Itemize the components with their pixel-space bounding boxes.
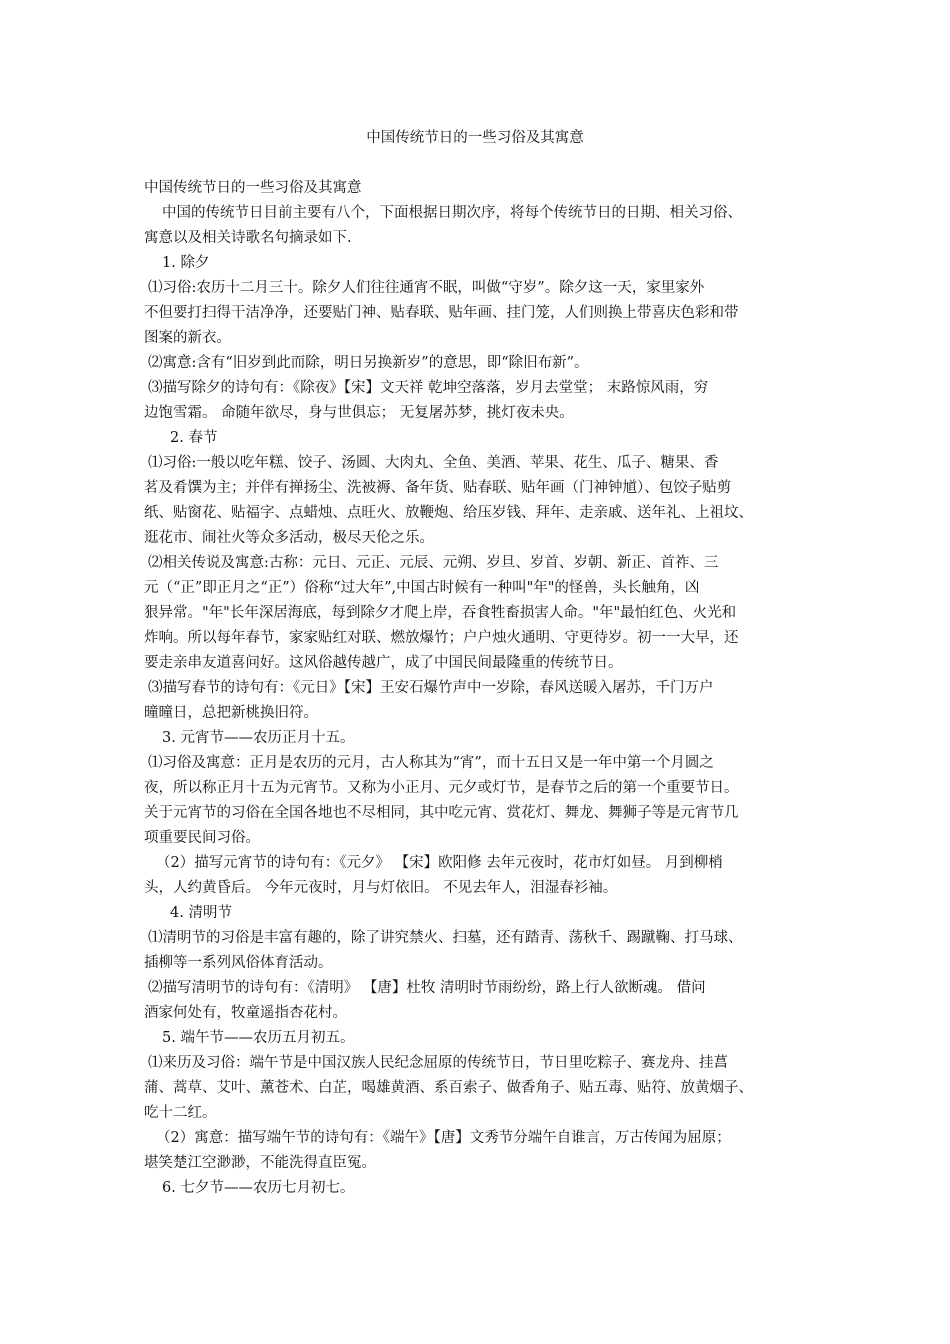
text-line: 图案的新衣。 bbox=[144, 330, 231, 346]
text-line: ⑴习俗及寓意：正月是农历的元月，古人称其为“宵”，而十五日又是一年中第一个月圆之 bbox=[148, 755, 714, 771]
text-line: 边饱雪霜。 命随年欲尽，身与世俱忘； 无复屠苏梦，挑灯夜未央。 bbox=[144, 405, 574, 421]
text-line: 2. 春节 bbox=[170, 430, 218, 446]
text-line: 茗及肴馔为主；并伴有掸扬尘、洗被褥、备年货、贴春联、贴年画（门神钟馗）、包饺子贴剪 bbox=[144, 480, 732, 496]
text-line: 狠异常。"年"长年深居海底，每到除夕才爬上岸，吞食牲畜损害人命。"年"最怕红色、火光和 bbox=[144, 605, 737, 621]
text-line: ⑴清明节的习俗是丰富有趣的，除了讲究禁火、扫墓，还有踏青、荡秋千、踢蹴鞠、打马球、 bbox=[148, 930, 743, 946]
document-title: 中国传统节日的一些习俗及其寓意 bbox=[366, 130, 584, 146]
text-line: ⑴来历及习俗：端午节是中国汉族人民纪念屈原的传统节日，节日里吃粽子、赛龙舟、挂菖 bbox=[148, 1055, 728, 1071]
text-line: 酒家何处有，牧童遥指杏花村。 bbox=[144, 1005, 347, 1021]
text-line: ⑶描写春节的诗句有：《元日》【宋】王安石爆竹声中一岁除，春风送暖入屠苏，千门万户 bbox=[148, 680, 714, 696]
text-line: 1. 除夕 bbox=[162, 255, 210, 271]
text-line: ⑴习俗:农历十二月三十。除夕人们往往通宵不眠，叫做“守岁”。除夕这一天，家里家外 bbox=[148, 280, 705, 296]
document-body bbox=[144, 176, 816, 1201]
text-line: 不但要打扫得干洁净净，还要贴门神、贴春联、贴年画、挂门笼，人们则换上带喜庆色彩和带 bbox=[144, 305, 739, 321]
text-line: 元（“正”即正月之“正”）俗称“过大年”,中国古时候有一种叫"年"的怪兽，头长触角，凶 bbox=[144, 580, 700, 596]
text-line: 中国传统节日的一些习俗及其寓意 bbox=[144, 180, 362, 196]
text-line: 5. 端午节——农历五月初五。 bbox=[162, 1030, 355, 1046]
text-line: 6. 七夕节——农历七月初七。 bbox=[162, 1180, 355, 1196]
text-line: （2）寓意：描写端午节的诗句有：《端午》【唐】文秀节分端午自谁言，万古传闻为屈原； bbox=[156, 1130, 731, 1146]
text-line: ⑵描写清明节的诗句有：《清明》 【唐】杜牧 清明时节雨纷纷，路上行人欲断魂。 借问 bbox=[148, 980, 706, 996]
text-line: 夜，所以称正月十五为元宵节。又称为小正月、元夕或灯节，是春节之后的第一个重要节日。 bbox=[144, 780, 739, 796]
text-line: 插柳等一系列风俗体育活动。 bbox=[144, 955, 333, 971]
text-line: 纸、贴窗花、贴福字、点蜡烛、点旺火、放鞭炮、给压岁钱、拜年、走亲戚、送年礼、上祖坟、 bbox=[144, 505, 753, 521]
text-line: 关于元宵节的习俗在全国各地也不尽相同，其中吃元宵、赏花灯、舞龙、舞狮子等是元宵节几 bbox=[144, 805, 739, 821]
text-line: 项重要民间习俗。 bbox=[144, 830, 260, 846]
text-line: ⑴习俗:一般以吃年糕、饺子、汤圆、大肉丸、全鱼、美酒、苹果、花生、瓜子、糖果、香 bbox=[148, 455, 719, 471]
text-line: 要走亲串友道喜问好。这风俗越传越广，成了中国民间最隆重的传统节日。 bbox=[144, 655, 623, 671]
text-line: 曈曈日，总把新桃换旧符。 bbox=[144, 705, 318, 721]
text-line: 蒲、蒿草、艾叶、薰苍术、白芷，喝雄黄酒、系百索子、做香角子、贴五毒、贴符、放黄烟子、 bbox=[144, 1080, 753, 1096]
text-line: ⑵相关传说及寓意:古称：元日、元正、元辰、元朔、岁旦、岁首、岁朝、新正、首祚、三 bbox=[148, 555, 719, 571]
text-line: 炸响。所以每年春节，家家贴红对联、燃放爆竹；户户烛火通明、守更待岁。初一一大早，还 bbox=[144, 630, 739, 646]
text-line: 逛花市、闹社火等众多活动，极尽天伦之乐。 bbox=[144, 530, 434, 546]
text-line: 吃十二红。 bbox=[144, 1105, 217, 1121]
text-line: ⑶描写除夕的诗句有：《除夜》【宋】文天祥 乾坤空落落，岁月去堂堂； 末路惊风雨，穷 bbox=[148, 380, 709, 396]
text-line: 4. 清明节 bbox=[170, 905, 232, 921]
text-line: 中国的传统节日目前主要有八个，下面根据日期次序，将每个传统节日的日期、相关习俗、 bbox=[162, 205, 742, 221]
text-line: （2）描写元宵节的诗句有：《元夕》 【宋】欧阳修 去年元夜时，花市灯如昼。 月到柳梢 bbox=[156, 855, 723, 871]
text-line: 3. 元宵节——农历正月十五。 bbox=[162, 730, 355, 746]
text-line: 头，人约黄昏后。 今年元夜时，月与灯依旧。 不见去年人，泪湿春衫袖。 bbox=[144, 880, 618, 896]
text-line: ⑵寓意:含有“旧岁到此而除，明日另换新岁”的意思，即“除旧布新”。 bbox=[148, 355, 589, 371]
text-line: 寓意以及相关诗歌名句摘录如下. bbox=[144, 230, 352, 246]
text-line: 堪笑楚江空渺渺，不能洗得直臣冤。 bbox=[144, 1155, 376, 1171]
